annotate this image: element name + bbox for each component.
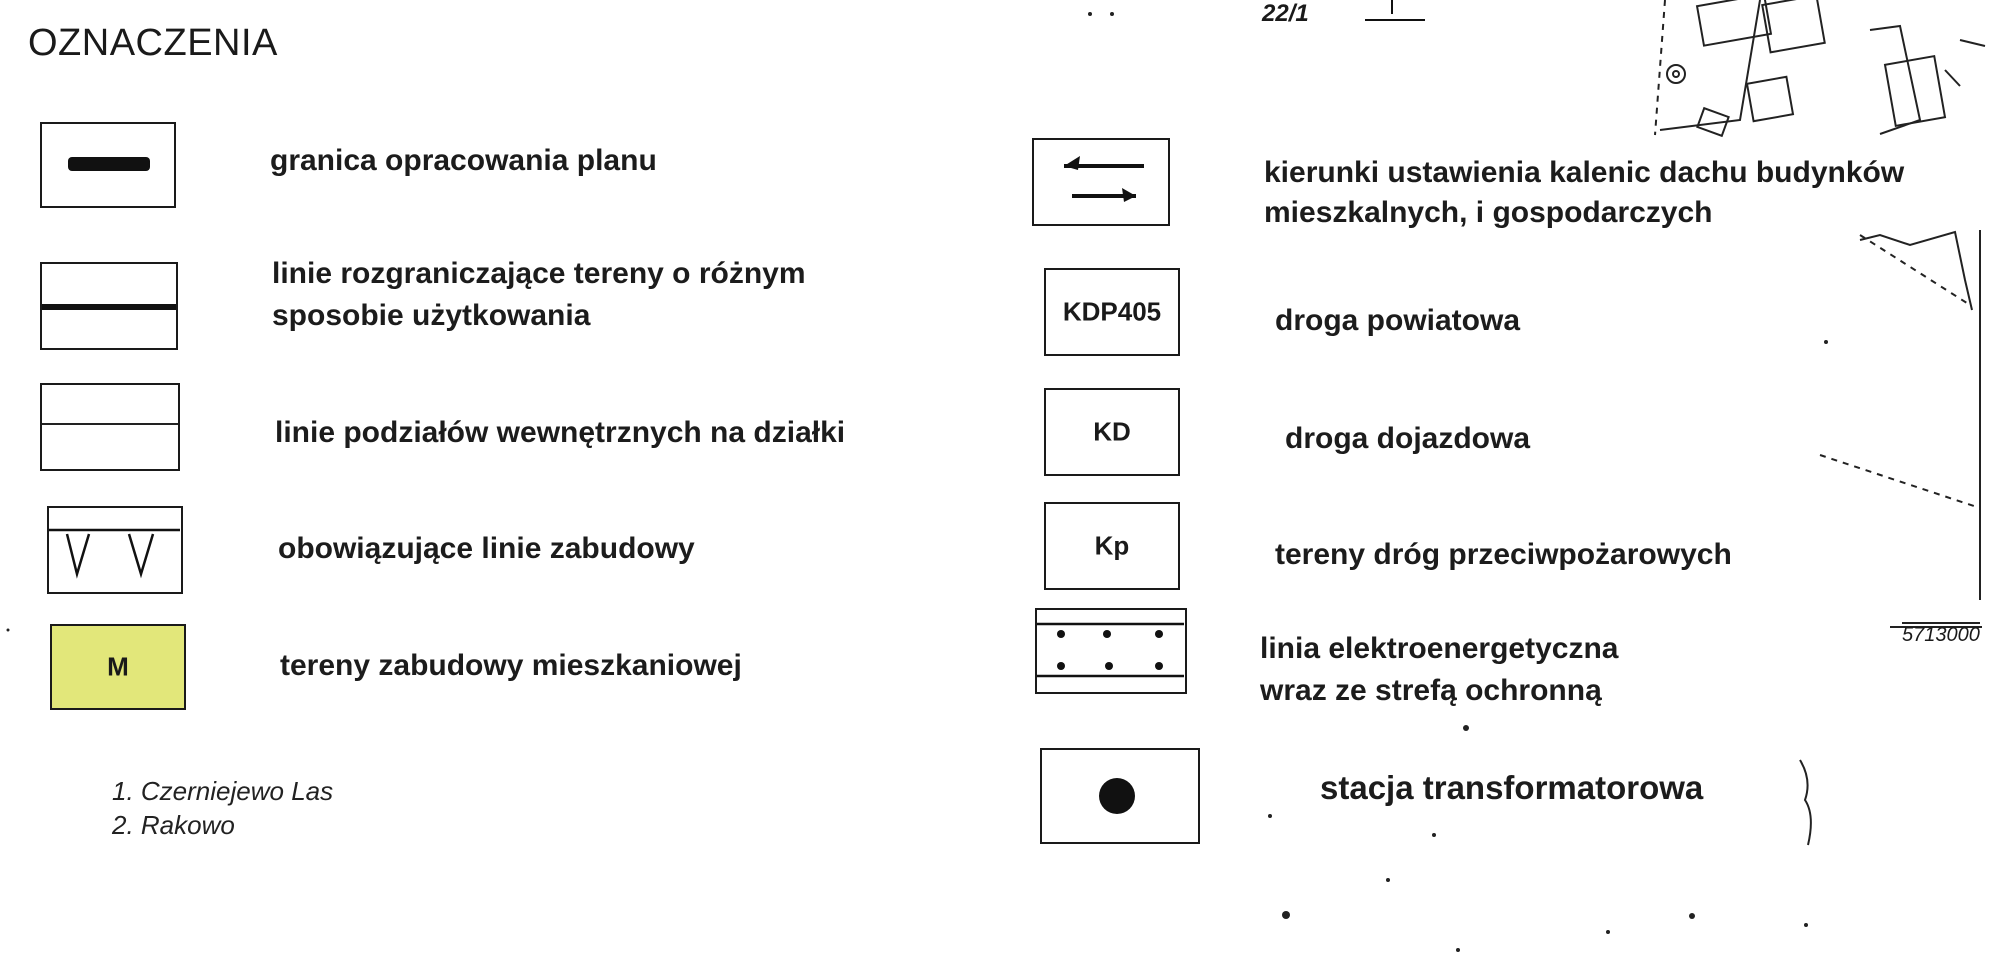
legend-label-access-road: droga dojazdowa [1285, 422, 1531, 455]
legend-label-roof-ridge-2: mieszkalnych, i gospodarczych [1264, 196, 1713, 229]
legend-label-dividing-lines-2: sposobie użytkowania [272, 299, 591, 332]
legend-label-residential: tereny zabudowy mieszkaniowej [280, 649, 742, 682]
legend-label-county-road: droga powiatowa [1275, 304, 1521, 337]
access-road-code: KD [1093, 416, 1131, 447]
legend-label-fire-roads: tereny dróg przeciwpożarowych [1275, 538, 1732, 571]
legend-label-transformer-station: stacja transformatorowa [1320, 769, 1704, 806]
legend-label-dividing-lines-1: linie rozgraniczające tereny o różnym [272, 257, 806, 290]
legend-label-plot-division-lines: linie podziałów wewnętrznych na działki [275, 416, 846, 449]
note-1: 1. Czerniejewo Las [112, 776, 334, 806]
legend-label-power-line-1: linia elektroenergetyczna [1260, 632, 1619, 665]
map-coordinate-label: 5713000 [1902, 624, 1980, 646]
residential-code: M [107, 651, 129, 682]
note-2: 2. Rakowo [112, 810, 235, 840]
legend-label-roof-ridge-1: kierunki ustawienia kalenic dachu budynków [1264, 156, 1905, 189]
legend-label-plan-boundary: granica opracowania planu [270, 144, 657, 177]
legend-title: OZNACZENIA [28, 22, 278, 64]
legend-label-power-line-2: wraz ze strefą ochronną [1260, 674, 1602, 707]
map-parcel-label: 22/1 [1262, 0, 1309, 27]
fire-roads-code: Kp [1094, 530, 1130, 561]
county-road-code: KDP405 [1062, 296, 1162, 327]
legend-label-building-lines: obowiązujące linie zabudowy [278, 532, 695, 565]
